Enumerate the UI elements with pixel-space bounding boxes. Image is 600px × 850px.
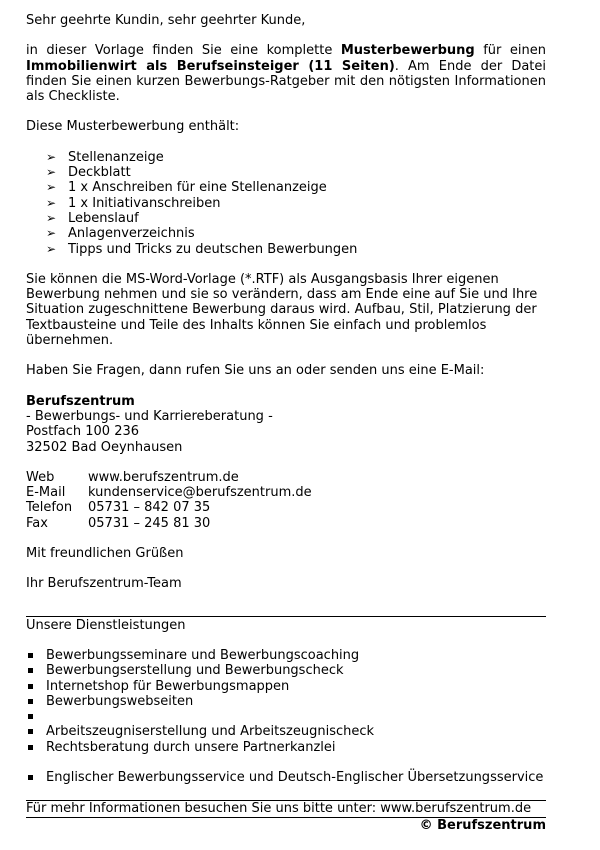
arrow-bullet-icon: ➢ <box>46 210 57 225</box>
company-address-line2: 32502 Bad Oeynhausen <box>26 439 183 455</box>
square-bullet-icon <box>28 668 33 673</box>
list-item <box>26 679 546 694</box>
list-item <box>26 180 546 195</box>
list-item <box>26 709 546 724</box>
contact-label: Web <box>26 469 55 485</box>
services-list <box>26 648 546 755</box>
contact-label: E-Mail <box>26 485 66 501</box>
divider <box>26 616 546 617</box>
list-item <box>26 242 546 257</box>
list-item <box>26 724 546 739</box>
intro-text-3: . Am Ende der Datei finden Sie einen kurzen Bewerbungs-Ratgeber mit den nötigsten Informationen als Checkliste. <box>26 58 546 105</box>
copyright: © Berufszentrum <box>419 817 546 833</box>
list-item-label: Bewerbungswebseiten <box>46 693 194 709</box>
contents-list <box>26 150 546 257</box>
list-item-label: Internetshop für Bewerbungsmappen <box>46 678 290 694</box>
list-item-label: Anlagenverzeichnis <box>68 226 195 242</box>
intro-paragraph <box>26 43 546 104</box>
contents-heading: Diese Musterbewerbung enthält: <box>26 119 240 135</box>
list-item <box>26 211 546 226</box>
contact-block <box>26 470 546 531</box>
questions-paragraph: Haben Sie Fragen, dann rufen Sie uns an oder senden uns eine E-Mail: <box>26 363 485 379</box>
contact-label: Fax <box>26 515 48 531</box>
contact-row-web <box>26 470 546 485</box>
list-item-label: Deckblatt <box>68 165 131 181</box>
company-tagline: - Bewerbungs- und Karriereberatung - <box>26 408 273 424</box>
usage-paragraph: Sie können die MS-Word-Vorlage (*.RTF) als Ausgangsbasis Ihrer eigenen Bewerbung nehmen und sie so verändern, dass am Ende eine auf Sie und Ihre Situation zugeschnittene Bewerbung daraus wird. Aufbau, Stil, Platzierung der Textbausteine und Teile des Inhalts können Sie einfach und problemlos übernehmen. <box>26 271 538 349</box>
list-item <box>26 150 546 165</box>
list-item <box>26 663 546 678</box>
square-bullet-icon <box>28 714 33 719</box>
list-item <box>26 165 546 180</box>
square-bullet-icon <box>28 729 33 734</box>
salutation: Sehr geehrte Kundin, sehr geehrter Kunde, <box>26 13 306 28</box>
arrow-bullet-icon: ➢ <box>46 165 57 180</box>
more-info-text: Für mehr Informationen besuchen Sie uns bitte unter: www.berufszentrum.de <box>26 801 532 817</box>
list-item-label: Englischer Bewerbungsservice und Deutsch-Englischer Übersetzungsservice <box>46 769 544 785</box>
square-bullet-icon <box>28 775 33 780</box>
list-item <box>26 648 546 663</box>
list-item-label: Arbeitszeugniserstellung und Arbeitszeugnischeck <box>46 724 375 740</box>
square-bullet-icon <box>28 745 33 750</box>
square-bullet-icon <box>28 699 33 704</box>
arrow-bullet-icon: ➢ <box>46 241 57 256</box>
contact-label: Telefon <box>26 500 73 516</box>
intro-text-1: in dieser Vorlage finden Sie eine komplette <box>26 43 341 59</box>
list-item <box>26 694 546 709</box>
list-item <box>26 226 546 241</box>
list-item-label: 1 x Initiativanschreiben <box>68 195 221 211</box>
closing: Mit freundlichen Grüßen <box>26 546 184 562</box>
list-item-label: Bewerbungserstellung und Bewerbungscheck <box>46 663 344 679</box>
arrow-bullet-icon: ➢ <box>46 226 57 241</box>
list-item <box>26 770 546 785</box>
list-item-label: Lebenslauf <box>68 210 139 226</box>
list-item-label: Stellenanzeige <box>68 149 164 165</box>
intro-text-2: für einen <box>474 43 546 59</box>
email-link[interactable]: kundenservice@berufszentrum.de <box>88 485 312 501</box>
fax-value: 05731 – 245 81 30 <box>88 515 211 531</box>
document-page <box>26 13 546 833</box>
phone-value: 05731 – 842 07 35 <box>88 500 211 516</box>
arrow-bullet-icon: ➢ <box>46 195 57 210</box>
intro-bold-1: Musterbewerbung <box>340 43 475 59</box>
square-bullet-icon <box>28 653 33 658</box>
company-address-line1: Postfach 100 236 <box>26 424 140 440</box>
services-heading: Unsere Dienstleistungen <box>26 617 186 633</box>
signature: Ihr Berufszentrum-Team <box>26 576 182 592</box>
square-bullet-icon <box>28 684 33 689</box>
list-item-label: Rechtsberatung durch unsere Partnerkanzlei <box>46 739 336 755</box>
contact-row-email <box>26 485 546 500</box>
list-item <box>26 196 546 211</box>
list-item-label: 1 x Anschreiben für eine Stellenanzeige <box>68 180 327 196</box>
contact-row-fax <box>26 516 546 531</box>
intro-bold-2: Immobilienwirt als Berufseinsteiger (11 Seiten) <box>26 58 395 74</box>
company-name <box>26 394 546 409</box>
web-link[interactable]: www.berufszentrum.de <box>88 469 239 485</box>
services-extra-list <box>26 770 546 785</box>
list-item <box>26 740 546 755</box>
contact-row-phone <box>26 500 546 515</box>
list-item-label: Tipps und Tricks zu deutschen Bewerbungen <box>68 241 358 257</box>
company-name-text: Berufszentrum <box>26 393 135 409</box>
list-item-label: Bewerbungsseminare und Bewerbungscoaching <box>46 647 360 663</box>
arrow-bullet-icon: ➢ <box>46 180 57 195</box>
arrow-bullet-icon: ➢ <box>46 149 57 164</box>
